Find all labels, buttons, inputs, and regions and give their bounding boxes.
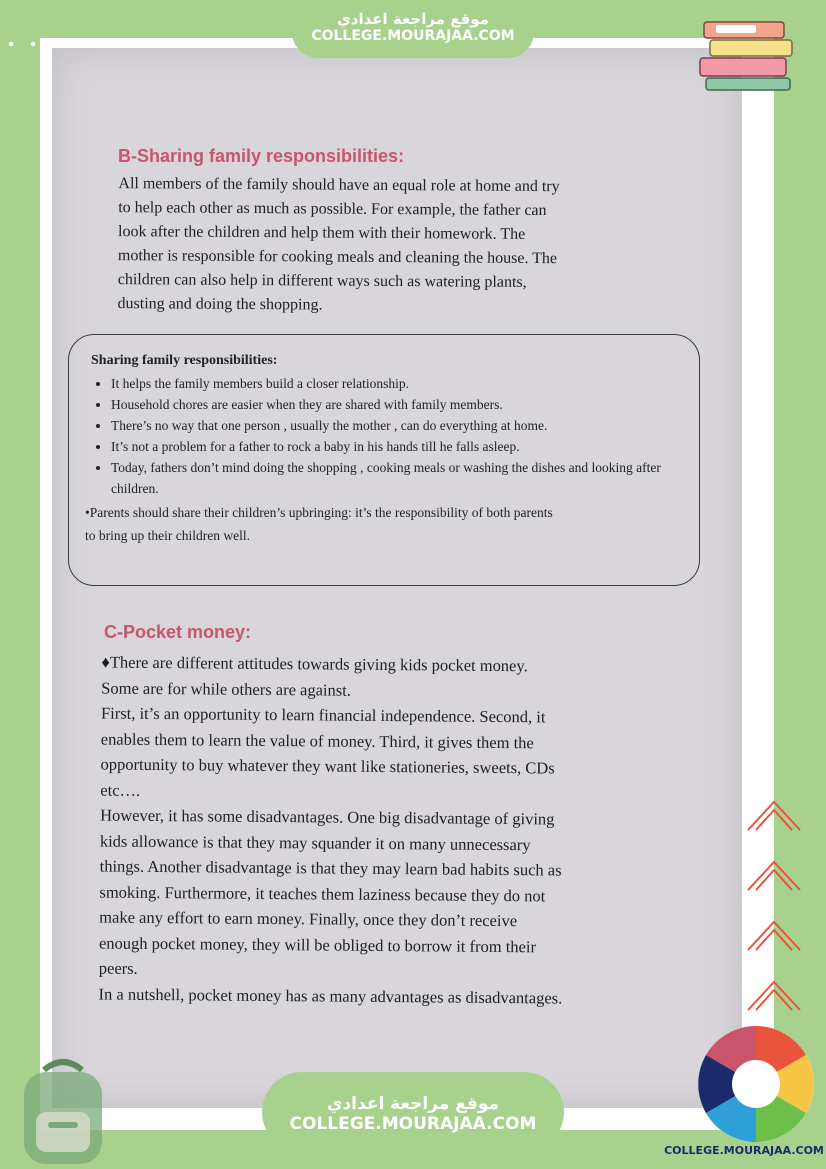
section-b-title: B-Sharing family responsibilities: xyxy=(118,146,405,166)
site-url: COLLEGE.MOURAJAA.COM xyxy=(289,1114,537,1134)
paragraph-line: look after the children and help them with their homework. The xyxy=(118,223,526,243)
paragraph-line: etc…. xyxy=(100,780,141,800)
paragraph-line: First, it’s an opportunity to learn financial independence. Second, it xyxy=(100,703,546,727)
list-item: • It helps the family members build a closer relationship. xyxy=(111,373,681,394)
paragraph-line: However, it has some disadvantages. One big disadvantage of giving xyxy=(100,805,555,829)
school-subjects-logo-icon xyxy=(694,1022,818,1146)
box-title: Sharing family responsibilities: xyxy=(91,353,278,368)
paragraph-line: dusting and doing the shopping. xyxy=(117,295,323,314)
site-banner-bottom[interactable] xyxy=(262,1072,564,1152)
backpack-icon xyxy=(14,1056,112,1166)
paragraph-line: enough pocket money, they will be obliged to borrow it from their xyxy=(98,933,537,956)
paragraph-line: mother is responsible for cooking meals and cleaning the house. The xyxy=(117,247,558,268)
site-arabic-name: موقع مراجعة اعدادي xyxy=(326,1094,500,1114)
paragraph-line: ♦There are different attitudes towards giving kids pocket money. xyxy=(101,652,528,676)
list-item: • Household chores are easier when they are shared with family members. xyxy=(111,394,681,415)
box-bullet-list xyxy=(91,373,681,499)
paragraph-line: All members of the family should have an equal role at home and try xyxy=(118,175,560,196)
chevron-up-icon xyxy=(744,794,804,832)
site-banner-top[interactable] xyxy=(292,0,534,58)
books-logo-icon xyxy=(696,14,800,94)
chevron-up-icon xyxy=(744,914,804,952)
box-last-line-2: to bring up their children well. xyxy=(85,528,250,543)
paragraph-line: kids allowance is that they may squander it on many unnecessary xyxy=(99,831,531,854)
chevron-up-icon xyxy=(744,854,804,892)
paragraph-line: children can also help in different ways such as watering plants, xyxy=(117,271,527,291)
list-item: • There’s no way that one person , usually the mother , can do everything at home. xyxy=(111,415,681,436)
site-arabic-name: موقع مراجعة اعدادي xyxy=(337,10,489,28)
section-c-title: C-Pocket money: xyxy=(104,622,252,642)
chevron-up-icon xyxy=(744,974,804,1012)
paragraph-line: smoking. Furthermore, it teaches them laziness because they do not xyxy=(99,882,546,905)
paragraph-line: things. Another disadvantage is that they may learn bad habits such as xyxy=(99,856,562,880)
site-url: COLLEGE.MOURAJAA.COM xyxy=(311,28,515,44)
paragraph-line: In a nutshell, pocket money has as many advantages as disadvantages. xyxy=(98,984,563,1008)
paragraph-line: opportunity to buy whatever they want like stationeries, sweets, CDs xyxy=(100,754,555,778)
paragraph-line: peers. xyxy=(98,958,138,978)
paragraph-line: to help each other as much as possible. For example, the father can xyxy=(118,199,547,220)
section-b-paragraph xyxy=(118,172,659,320)
list-item: • Today, fathers don’t mind doing the shopping , cooking meals or washing the dishes and looking after children. xyxy=(111,457,681,499)
paragraph-line: Some are for while others are against. xyxy=(101,678,352,700)
box-last-line-1: •Parents should share their children’s upbringing: it’s the responsibility of both parents xyxy=(85,505,553,520)
paragraph-line: enables them to learn the value of money. Third, it gives them the xyxy=(100,729,534,752)
summary-box xyxy=(68,334,700,586)
paragraph-line: make any effort to earn money. Finally, once they don’t receive xyxy=(99,907,518,931)
logo-url-text: COLLEGE.MOURAJAA.COM xyxy=(664,1144,824,1157)
section-c-paragraph xyxy=(98,650,671,1012)
list-item: • It’s not a problem for a father to rock a baby in his hands till he falls asleep. xyxy=(111,436,681,457)
